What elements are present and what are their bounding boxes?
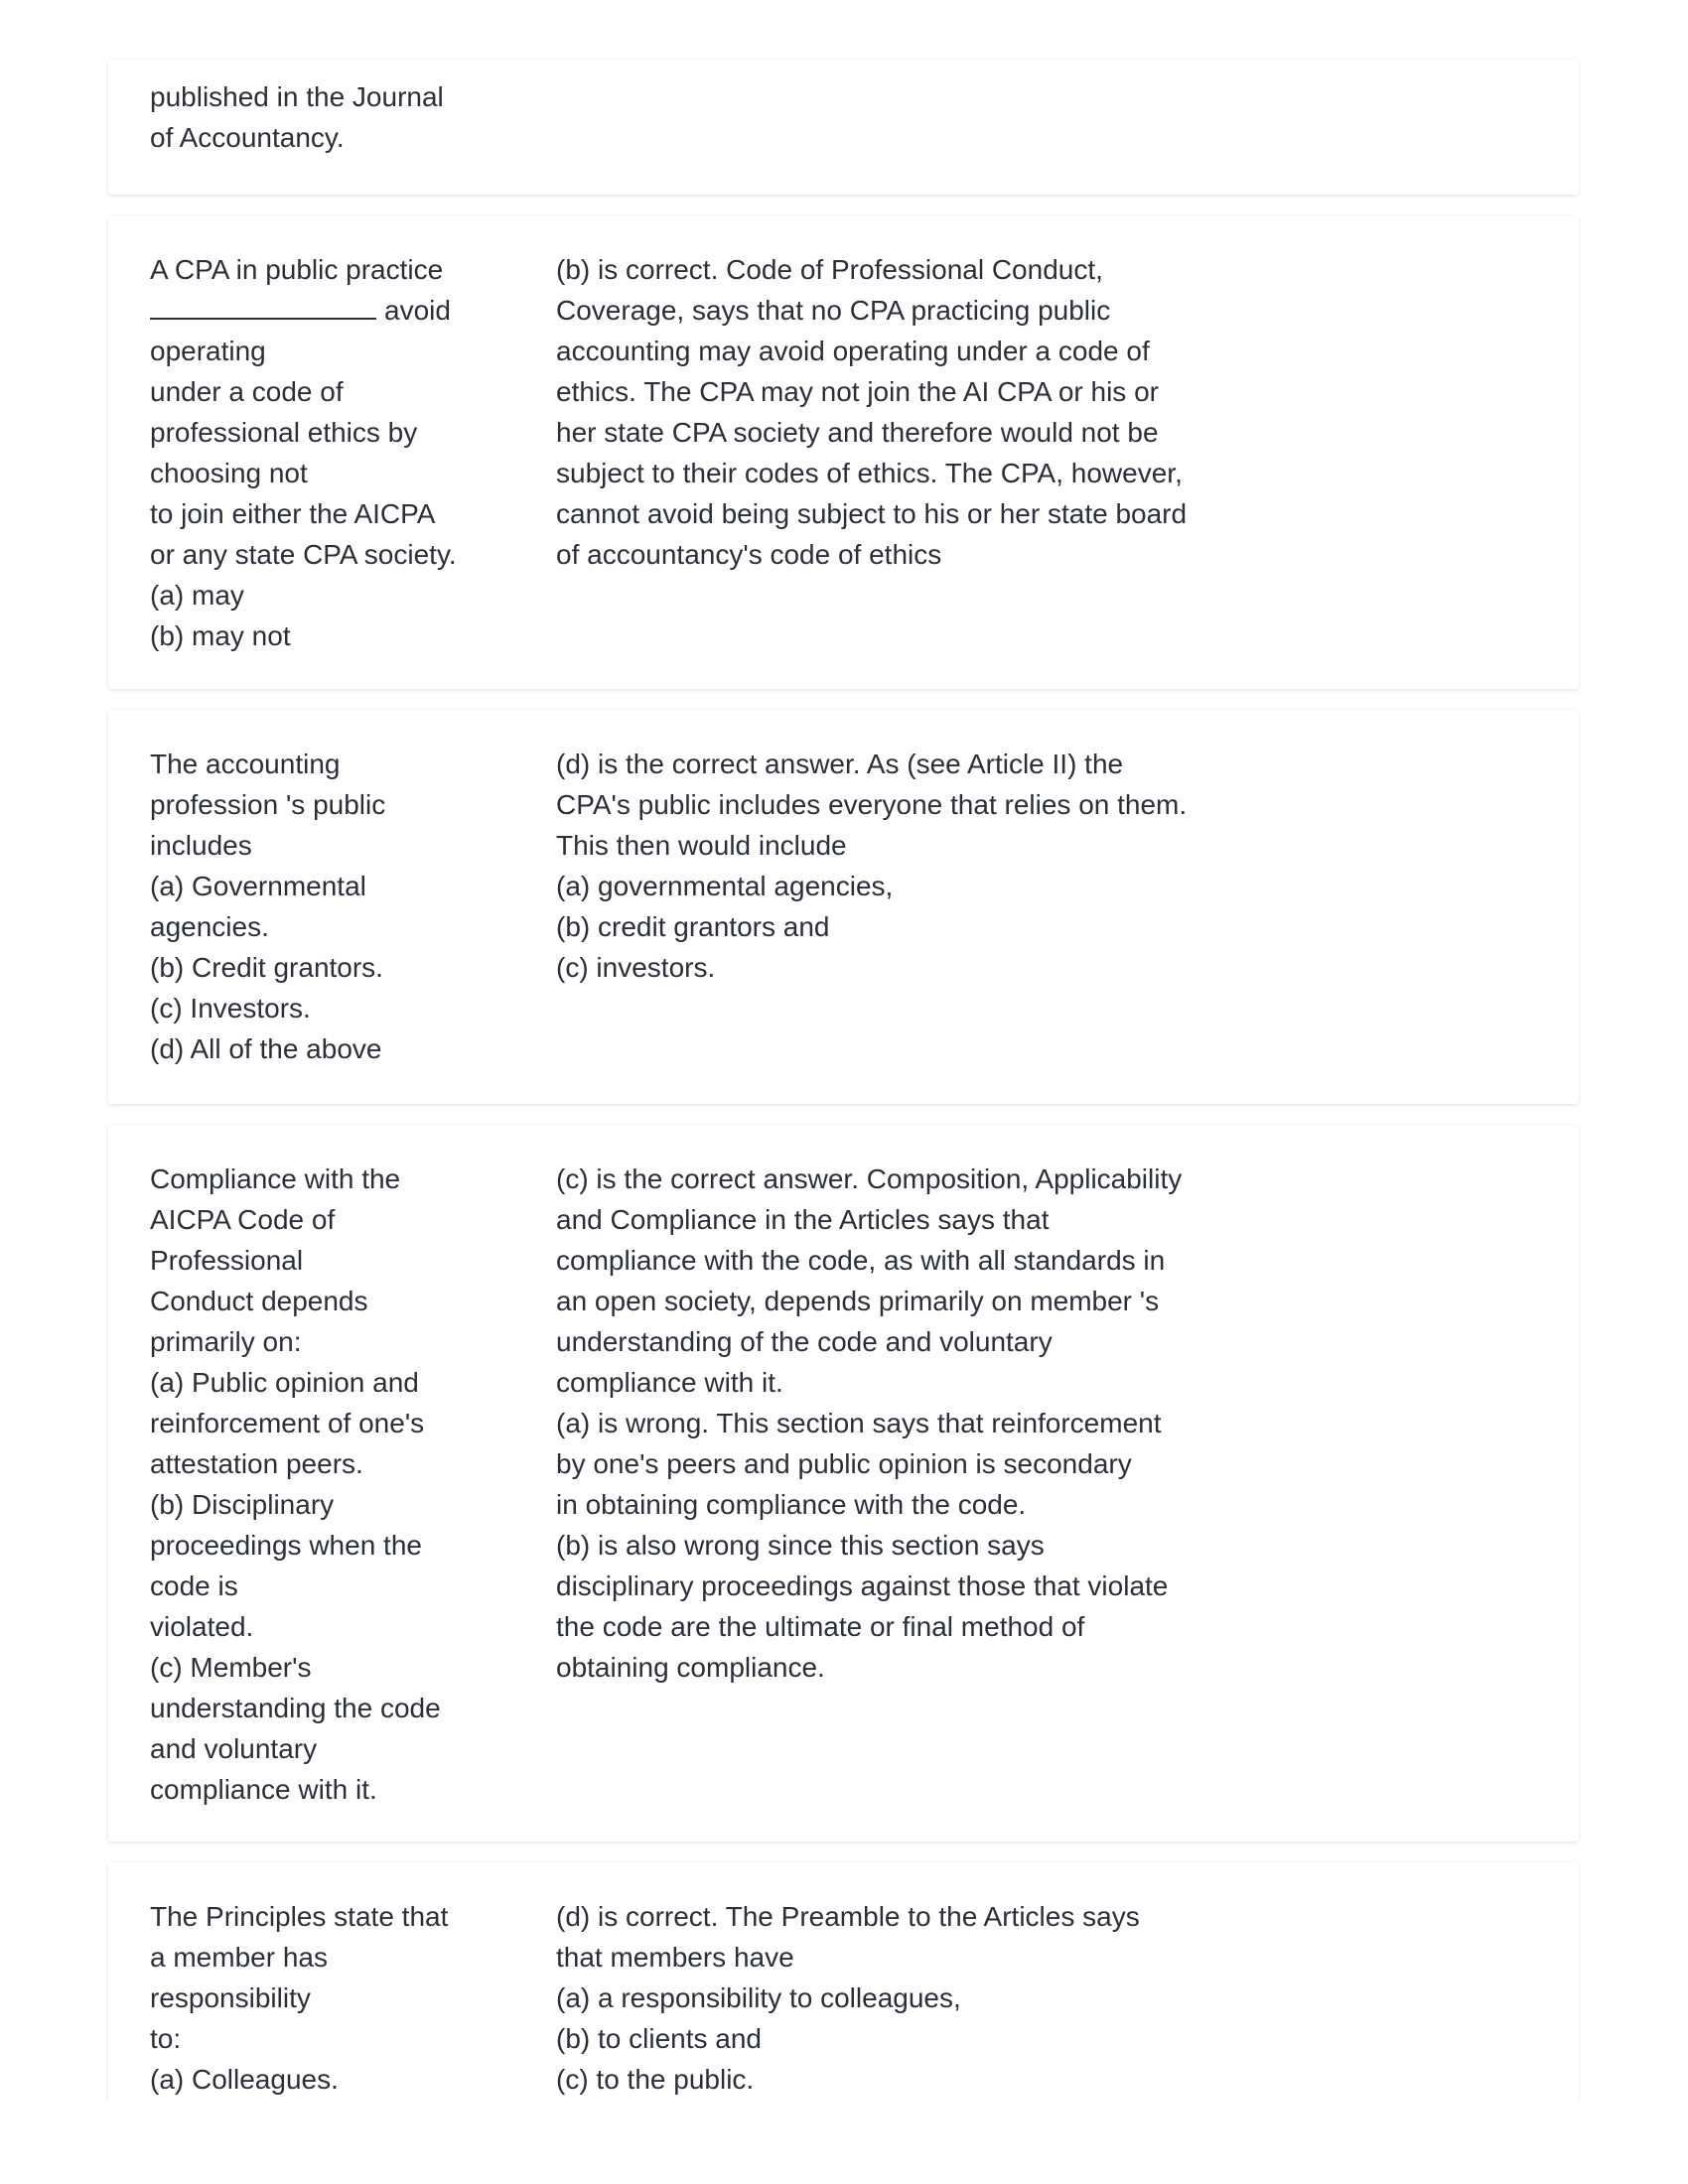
answer-line: (a) is wrong. This section says that reinforcement [556,1408,1162,1438]
answer-line: This then would include [556,830,847,861]
question-line: under a code of [150,376,344,407]
page-bottom-mask [0,2099,1688,2184]
question-line: published in the Journal [150,81,444,112]
question-line: or any state CPA society. [150,539,457,570]
question-line: responsibility [150,1982,311,2013]
answer-line: (c) investors. [556,952,716,983]
answer-line: compliance with the code, as with all standards in [556,1245,1166,1276]
answer-line: obtaining compliance. [556,1652,825,1683]
question-line: primarily on: [150,1326,302,1357]
question-line: AICPA Code of [150,1204,336,1235]
answer-text [556,1896,1140,2100]
flashcard-3 [108,710,1579,1104]
answer-line: (a) a responsibility to colleagues, [556,1982,961,2013]
answer-line: (d) is the correct answer. As (see Article II) the [556,749,1124,779]
question-text [150,744,385,1069]
answer-text [556,744,1187,988]
answer-line: CPA's public includes everyone that relies on them. [556,789,1188,820]
question-text [150,1159,441,1810]
answer-line: accounting may avoid operating under a code of [556,336,1150,366]
question-line: code is [150,1570,238,1601]
question-line: agencies. [150,911,269,942]
answer-line: (b) is also wrong since this section says [556,1530,1045,1561]
question-line: includes [150,830,252,861]
question-line: (c) Investors. [150,993,311,1024]
question-line: compliance with it. [150,1774,377,1805]
question-line: The accounting [150,749,341,779]
answer-line: an open society, depends primarily on member 's [556,1286,1160,1316]
question-line: a member has [150,1942,328,1973]
question-line: (a) Governmental [150,871,366,901]
question-line: understanding the code [150,1693,441,1723]
answer-text [556,1159,1182,1688]
answer-line: that members have [556,1942,794,1973]
question-line: violated. [150,1611,254,1642]
question-line: The Principles state that [150,1901,449,1932]
question-line: (a) may [150,580,244,611]
flashcard-4 [108,1126,1579,1842]
question-line: Conduct depends [150,1286,368,1316]
question-line: to: [150,2023,182,2054]
question-line: (c) Member's [150,1652,312,1683]
answer-line: (c) is the correct answer. Composition, Applicability [556,1163,1183,1194]
flashcard-2 [108,215,1579,689]
answer-line: the code are the ultimate or final method of [556,1611,1085,1642]
answer-line: understanding of the code and voluntary [556,1326,1053,1357]
question-line: (a) Public opinion and [150,1367,419,1398]
answer-line: by one's peers and public opinion is secondary [556,1448,1132,1479]
answer-line: (d) is correct. The Preamble to the Articles says [556,1901,1140,1932]
question-line: operating [150,336,266,366]
question-line: (d) All of the above [150,1033,382,1064]
answer-line: disciplinary proceedings against those that violate [556,1570,1169,1601]
question-line: proceedings when the [150,1530,422,1561]
question-line: profession 's public [150,789,386,820]
question-line-text: avoid [384,295,451,326]
question-line: (a) Colleagues. [150,2064,339,2095]
question-line: Compliance with the [150,1163,401,1194]
question-line: reinforcement of one's [150,1408,425,1438]
answer-text [556,249,1187,575]
question-line: Professional [150,1245,304,1276]
answer-line: cannot avoid being subject to his or her state board [556,498,1188,529]
fill-in-blank [150,292,376,320]
answer-line: her state CPA society and therefore would not be [556,417,1159,448]
answer-line: (b) credit grantors and [556,911,830,942]
answer-line: Coverage, says that no CPA practicing public [556,295,1111,326]
question-line: (b) Disciplinary [150,1489,335,1520]
question-text [150,1896,448,2100]
question-line: to join either the AICPA [150,498,436,529]
answer-line: (b) to clients and [556,2023,762,2054]
answer-line: of accountancy's code of ethics [556,539,942,570]
flashcard-1 [108,60,1579,195]
question-line: (b) may not [150,620,291,651]
answer-line: and Compliance in the Articles says that [556,1204,1050,1235]
answer-line: compliance with it. [556,1367,783,1398]
question-line [150,290,457,331]
answer-line: (b) is correct. Code of Professional Conduct, [556,254,1103,285]
question-line: attestation peers. [150,1448,363,1479]
question-line: of Accountancy. [150,122,345,153]
answer-line: (a) governmental agencies, [556,871,894,901]
question-line: and voluntary [150,1733,318,1764]
answer-line: (c) to the public. [556,2064,755,2095]
question-text [150,249,457,656]
question-line: (b) Credit grantors. [150,952,383,983]
question-line: choosing not [150,458,308,488]
question-line: A CPA in public practice [150,254,444,285]
answer-line: in obtaining compliance with the code. [556,1489,1027,1520]
question-line: professional ethics by [150,417,418,448]
answer-line: subject to their codes of ethics. The CPA, however, [556,458,1183,488]
question-text [150,76,444,158]
answer-line: ethics. The CPA may not join the AI CPA or his or [556,376,1159,407]
